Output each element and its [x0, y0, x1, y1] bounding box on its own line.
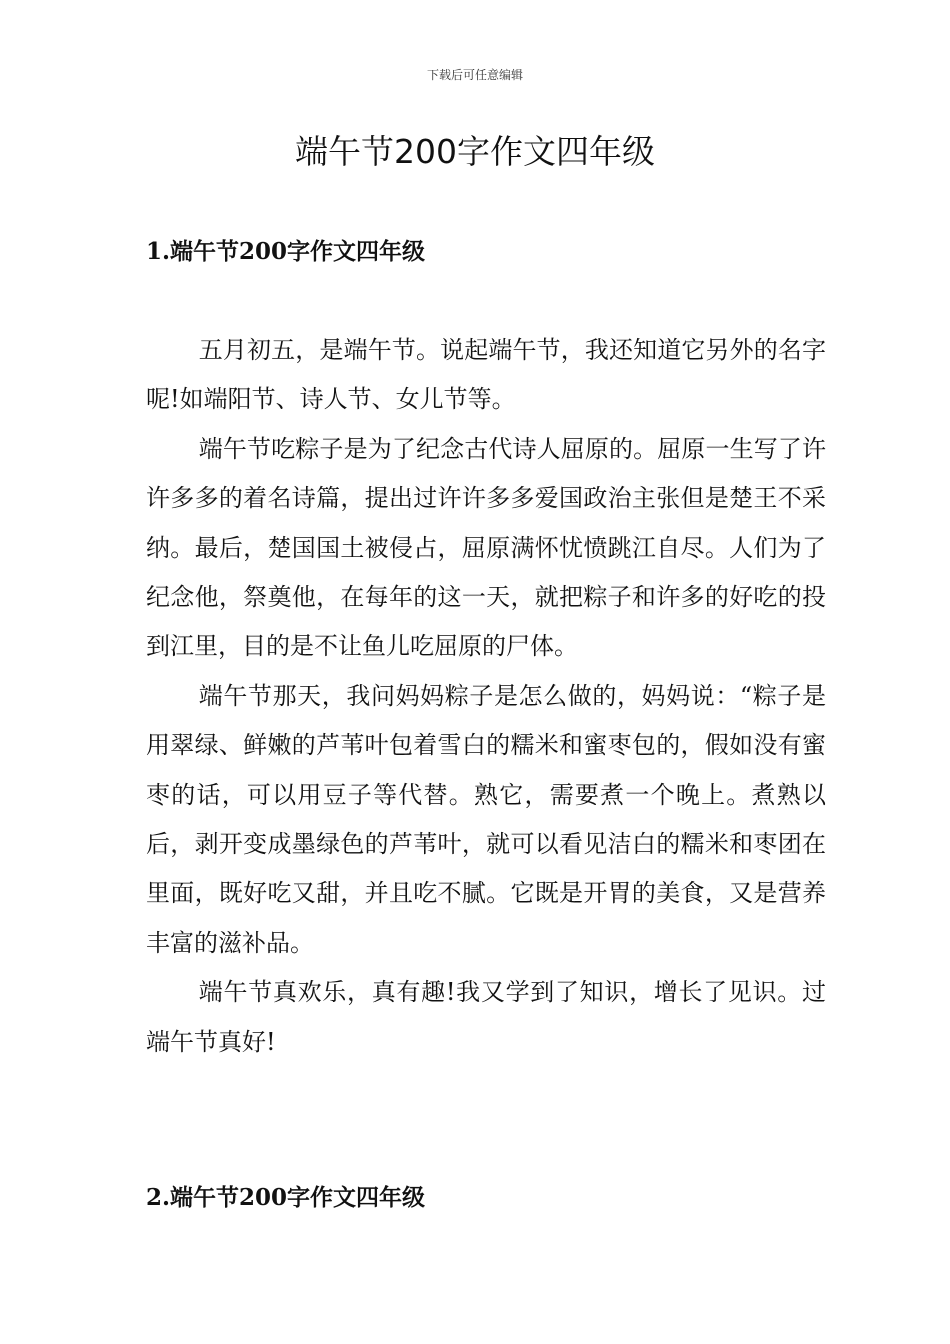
paragraph-1: 五月初五，是端午节。说起端午节，我还知道它另外的名字呢!如端阳节、诗人节、女儿节等。 — [146, 336, 826, 414]
header-note: 下载后可任意编辑 — [426, 68, 523, 82]
document-title: 端午节200字作文四年级 — [295, 132, 655, 171]
paragraph-4: 端午节真欢乐，真有趣!我又学到了知识，增长了见识。过端午节真好! — [146, 978, 826, 1056]
section-heading-1: 1.端午节200字作文四年级 — [146, 238, 426, 265]
section-1-body — [146, 326, 826, 1067]
paragraph-2: 端午节吃粽子是为了纪念古代诗人屈原的。屈原一生写了许许多多的着名诗篇，提出过许许多多爱国政治主张但是楚王不采纳。最后，楚国国土被侵占，屈原满怀忧愤跳江自尽。人们为了纪念他，祭奠他，在每年的这一天，就把粽子和许多的好吃的投到江里，目的是不让鱼儿吃屈原的尸体。 — [146, 434, 826, 661]
paragraph-3: 端午节那天，我问妈妈粽子是怎么做的，妈妈说：“粽子是用翠绿、鲜嫩的芦苇叶包着雪白的糯米和蜜枣包的，假如没有蜜枣的话，可以用豆子等代替。熟它，需要煮一个晚上。煮熟以后，剥开变成墨绿色的芦苇叶，就可以看见洁白的糯米和枣团在里面，既好吃又甜，并且吃不腻。它既是开胃的美食，又是营养丰富的滋补品。 — [146, 681, 826, 957]
section-heading-2: 2.端午节200字作文四年级 — [146, 1184, 426, 1211]
